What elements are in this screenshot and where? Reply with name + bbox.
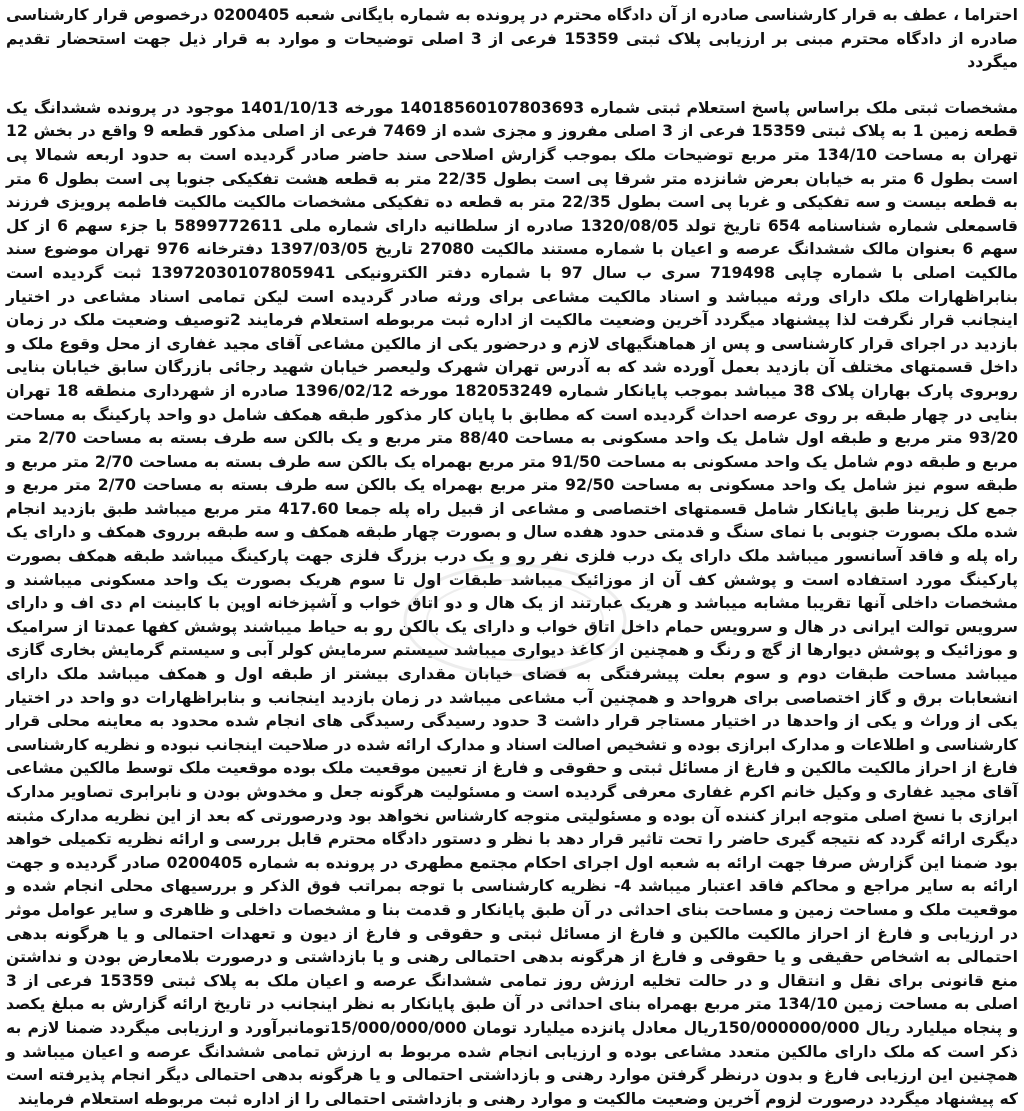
- document-page: [6, 4, 1019, 1108]
- intro-paragraph: احتراما ، عطف به قرار کارشناسی صادره از آن دادگاه محترم در پرونده به شماره بایگانی شعبه 0200405 درخصوص قرار کارشناسی صادره از دادگاه محترم مبنی بر ارزیابی پلاک ثبتی 15359 فرعی از 3 اصلی توضیحات و موارد به قرار ذیل جهت استحضار تقدیم میگردد: [6, 6, 1019, 72]
- body-paragraph: مشخصات ثبتی ملک براساس پاسخ استعلام ثبتی شماره 14018560107803693 مورخه 1401/10/13 موجود در پرونده ششدانگ یک قطعه زمین 1 به پلاک ثبتی 15359 فرعی از 3 اصلی مفروز و مجزی شده از 7469 فرعی از اصلی مذکور قطعه 9 واقع در بخش 12 تهران به مساحت 134/10 متر مربع توضیحات ملک بموجب گزارش اصلاحی سند حاضر صادر گردیده است به حدود اربعه شمالا پی است بطول 6 متر به خیابان بعرض شانزده متر شرقا پی است بطول 22/35 متر به قطعه هشت تفکیکی جنوبا پی است بطول 6 متر به قطعه بیست و سه تفکیکی و غربا پی است بطول 22/35 متر به قطعه ده تفکیکی مشخصات مالکیت مالکیت فاطمه پرویزی فرزند قاسمعلی شماره شناسنامه 654 تاریخ تولد 1320/08/05 صادره از سلطانیه دارای شماره ملی 5899772611 با جزء سهم 6 از کل سهم 6 بعنوان مالک ششدانگ عرصه و اعیان با شماره مستند مالکیت 27080 تاریخ 1397/03/05 دفترخانه 976 تهران موضوع سند مالکیت اصلی با شماره چاپی 719498 سری ب سال 97 با شماره دفتر الکترونیکی 13972030107805941 ثبت گردیده است بنابراظهارات ملک دارای ورثه میباشد و اسناد مالکیت مشاعی برای ورثه صادر گردیده است لیکن تمامی اسناد مشاعی در اختیار اینجانب قرار نگرفت لذا پیشنهاد میگردد آخرین وضعیت مالکیت از اداره ثبت مربوطه استعلام فرمایند 2توصیف وضعیت ملک در زمان بازدید در اجرای قرار کارشناسی و پس از هماهنگیهای لازم و درحضور یکی از مالکین مشاعی آقای مجید غفاری از محل وقوع ملک و داخل قسمتهای مختلف آن بازدید بعمل آورده شد که به آدرس تهران شهرک ولیعصر خیابان شهید رجائی بازرگان سابق خیابان بنایی روبروی پارک بهاران پلاک 38 میباشد بموجب پایانکار شماره 182053249 مورخه 1396/02/12 صادره از شهرداری منطقه 18 تهران بنایی در چهار طبقه بر روی عرصه احداث گردیده است که مطابق با پایان کار مذکور طبقه همکف شامل دو واحد پارکینگ به مساحت 93/20 متر مربع و طبقه اول شامل یک واحد مسکونی به مساحت 88/40 متر مربع و یک بالکن سه طرف بسته به مساحت 2/70 متر مربع و طبقه دوم شامل یک واحد مسکونی به مساحت 91/50 متر مربع بهمراه یک بالکن سه طرف بسته به مساحت 2/70 متر مربع و طبقه سوم نیز شامل یک واحد مسکونی به مساحت 92/50 متر مربع بهمراه یک بالکن سه طرف بسته به مساحت 2/70 متر مربع و جمع کل زیربنا طبق پایانکار شامل قسمتهای اختصاصی و مشاعی از قبیل راه پله جمعا 417.60 متر مربع میباشد طبق بازدید انجام شده ملک بصورت جنوبی با نمای سنگ و قدمتی حدود هفده سال و بصورت چهار طبقه همکف و سه طبقه برروی همکف و دارای یک راه پله و فاقد آسانسور میباشد ملک دارای یک درب فلزی نفر رو و یک درب بزرگ فلزی جهت پارکینگ میباشد طبقه همکف بصورت پارکینگ مورد استفاده است و پوشش کف آن از موزائیک میباشد طبقات اول تا سوم هریک بصورت یک واحد مسکونی میباشند و مشخصات داخلی آنها تقریبا مشابه میباشد و هریک عبارتند از یک هال و دو اتاق خواب و آشپزخانه اوپن با کابینت ام دی اف و دارای سرویس توالت ایرانی در هال و سرویس حمام داخل اتاق خواب و دارای یک بالکن رو به حیاط میباشند پوشش کفها عمدتا از سرامیک و موزائیک و پوشش دیوارها از گچ و رنگ و همچنین از کاغذ دیواری میباشد سیستم سرمایش کولر آبی و سیستم گرمایش بخاری گازی میباشد مساحت طبقات دوم و سوم بعلت پیشرفتگی به فضای خیابان مقداری بیشتر از طبقه اول و همکف میباشد ملک دارای انشعابات برق و گاز اختصاصی برای هرواحد و همچنین آب مشاعی میباشد در زمان بازدید اینجانب و بنابراظهارات دو واحد در اختیار یکی از وراث و یکی از واحدها در اختیار مستاجر قرار داشت 3 حدود رسیدگی رسیدگی های انجام شده محدود به معاینه محلی قرار کارشناسی و اطلاعات و مدارک ابرازی بوده و تشخیص اصالت اسناد و مدارک ارائه شده در صلاحیت اینجانب نبوده و نظریه کارشناسی فارغ از احراز مالکیت مالکین و فارغ از مسائل ثبتی و حقوقی و فارغ از تعیین موقعیت ملک بوده موقعیت ملک توسط مالکین مشاعی آقای مجید غفاری و وکیل خانم اکرم غفاری معرفی گردیده است و مسئولیت هرگونه جعل و مخدوش بودن و نابرابری تصاویر مدارک ابرازی با نسخ اصلی متوجه ابراز کننده آن بوده و مسئولیتی متوجه کارشناس نخواهد بود ودرصورتی که بعد از این نظریه مدارک مثبته دیگری ارائه گردد که نتیجه گیری حاضر را تحت تاثیر قرار دهد با نظر و دستور دادگاه محترم قابل بررسی و ارائه نظریه تکمیلی خواهد بود ضمنا این گزارش صرفا جهت ارائه به شعبه اول اجرای احکام مجتمع مطهری در پرونده به شماره 0200405 صادر گردیده و جهت ارائه به سایر مراجع و محاکم فاقد اعتبار میباشد 4- نظریه کارشناسی با توجه بمراتب فوق الذکر و بررسیهای محلی انجام شده و موقعیت ملک و مساحت زمین و مساحت بنای احداثی در آن طبق پایانکار و قدمت بنا و مشخصات داخلی و ظاهری و سایر عوامل موثر در ارزیابی و فارغ از احراز مالکیت مالکین و فارغ از مسائل ثبتی و حقوقی و فارغ از دیون و تعهدات احتمالی و یا هرگونه بدهی احتمالی به اشخاص حقیقی و یا حقوقی و فارغ از هرگونه بدهی احتمالی رهنی و یا بازداشتی و درصورت بلامعارض بودن و نداشتن منع قانونی برای نقل و انتقال و در حالت تخلیه ارزش روز تمامی ششدانگ عرصه و اعیان ملک به پلاک ثبتی 15359 فرعی از 3 اصلی به مساحت زمین 134/10 متر مربع بهمراه بنای احداثی در آن طبق پایانکار به نظر اینجانب در تاریخ ارائه گزارش به مبلغ یکصد و پنجاه میلیارد ریال 150/000000/000ریال معادل پانزده میلیارد تومان 15/000/000/000تومانبرآورد و ارزیابی میگردد ضمنا لازم به ذکر است که ملک دارای مالکین متعدد مشاعی بوده و ارزیابی انجام شده مربوط به ارزش تمامی ششدانگ عرصه و اعیان میباشد و همچنین این ارزیابی فارغ و بدون درنظر گرفتن موارد رهنی و بازداشتی احتمالی و یا هرگونه بدهی احتمالی دیگر انجام پذیرفته است که پیشنهاد میگردد درصورت لزوم آخرین وضعیت مالکیت و موارد رهنی و بازداشتی احتمالی را از اداره ثبت مربوطه استعلام فرمایند: [6, 98, 1019, 1108]
